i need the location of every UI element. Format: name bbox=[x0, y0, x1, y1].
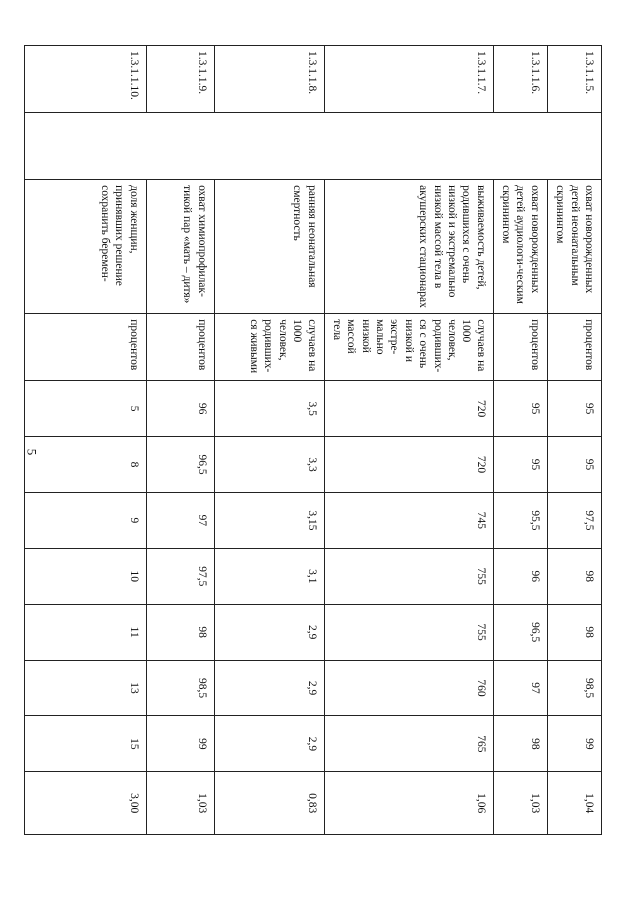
unit: случаев на 1000 человек, родивших-ся живыми bbox=[214, 314, 324, 381]
value-cell: 11 bbox=[24, 604, 146, 660]
value-cell: 97,5 bbox=[146, 548, 214, 604]
indicator-name: охват новорожденных детей аудиологи-ческим скринингом bbox=[493, 180, 547, 314]
group-cell bbox=[24, 113, 601, 180]
indicator-name: выживаемость детей, родившихся с очень низкой и экстремально низкой массой тела в акушерских стационарах bbox=[324, 180, 493, 314]
value-cell: 99 bbox=[547, 716, 601, 772]
row-code: 1.3.1.1.10. bbox=[24, 46, 146, 113]
unit: процентов bbox=[24, 314, 146, 381]
value-cell: 96 bbox=[493, 548, 547, 604]
rotated-table-container bbox=[37, 45, 602, 835]
value-cell: 98 bbox=[146, 604, 214, 660]
value-cell: 2,9 bbox=[214, 604, 324, 660]
value-cell: 15 bbox=[24, 716, 146, 772]
indicator-name: ранняя неонатальная смертность bbox=[214, 180, 324, 314]
value-cell: 96,5 bbox=[493, 604, 547, 660]
value-cell: 98 bbox=[547, 604, 601, 660]
value-cell: 96,5 bbox=[146, 437, 214, 493]
value-cell: 98 bbox=[547, 548, 601, 604]
row-code: 1.3.1.1.7. bbox=[324, 46, 493, 113]
value-cell: 98,5 bbox=[547, 660, 601, 716]
value-cell: 9 bbox=[24, 492, 146, 548]
row-code: 1.3.1.1.9. bbox=[146, 46, 214, 113]
value-cell: 95 bbox=[493, 437, 547, 493]
value-cell: 3,5 bbox=[214, 381, 324, 437]
unit: случаев на 1000 человек, родивших-ся с очень низкой и экстре-мально низкой массой тела bbox=[324, 314, 493, 381]
ratio-cell: 1,03 bbox=[493, 772, 547, 835]
ratio-cell: 0,83 bbox=[214, 772, 324, 835]
value-cell: 5 bbox=[24, 381, 146, 437]
row-code: 1.3.1.1.8. bbox=[214, 46, 324, 113]
value-cell: 95,5 bbox=[493, 492, 547, 548]
page-number: 5 bbox=[24, 448, 40, 456]
value-cell: 720 bbox=[324, 437, 493, 493]
value-cell: 95 bbox=[547, 381, 601, 437]
ratio-cell: 1,06 bbox=[324, 772, 493, 835]
row-code: 1.3.1.1.6. bbox=[493, 46, 547, 113]
value-cell: 95 bbox=[547, 437, 601, 493]
value-cell: 755 bbox=[324, 548, 493, 604]
value-cell: 97 bbox=[146, 492, 214, 548]
ratio-cell: 1,04 bbox=[547, 772, 601, 835]
unit: процентов bbox=[547, 314, 601, 381]
ratio-cell: 1,03 bbox=[146, 772, 214, 835]
value-cell: 98,5 bbox=[146, 660, 214, 716]
value-cell: 2,9 bbox=[214, 660, 324, 716]
value-cell: 760 bbox=[324, 660, 493, 716]
value-cell: 98 bbox=[493, 716, 547, 772]
unit: процентов bbox=[146, 314, 214, 381]
value-cell: 13 bbox=[24, 660, 146, 716]
value-cell: 755 bbox=[324, 604, 493, 660]
indicators-table bbox=[24, 45, 602, 835]
value-cell: 96 bbox=[146, 381, 214, 437]
indicator-name: охват новорожденных детей неонатальным скринингом bbox=[547, 180, 601, 314]
indicator-name: охват химиопрофилак-тикой пар «мать – дитя» bbox=[146, 180, 214, 314]
value-cell: 2,9 bbox=[214, 716, 324, 772]
value-cell: 97,5 bbox=[547, 492, 601, 548]
indicator-name: доля женщин, принявших решение сохранить беремен- bbox=[24, 180, 146, 314]
table-row bbox=[547, 46, 601, 835]
value-cell: 720 bbox=[324, 381, 493, 437]
unit: процентов bbox=[493, 314, 547, 381]
value-cell: 97 bbox=[493, 660, 547, 716]
ratio-cell: 3,00 bbox=[24, 772, 146, 835]
value-cell: 3,15 bbox=[214, 492, 324, 548]
row-code: 1.3.1.1.5. bbox=[547, 46, 601, 113]
value-cell: 745 bbox=[324, 492, 493, 548]
value-cell: 8 bbox=[24, 437, 146, 493]
value-cell: 765 bbox=[324, 716, 493, 772]
value-cell: 99 bbox=[146, 716, 214, 772]
value-cell: 10 bbox=[24, 548, 146, 604]
value-cell: 3,3 bbox=[214, 437, 324, 493]
value-cell: 95 bbox=[493, 381, 547, 437]
value-cell: 3,1 bbox=[214, 548, 324, 604]
